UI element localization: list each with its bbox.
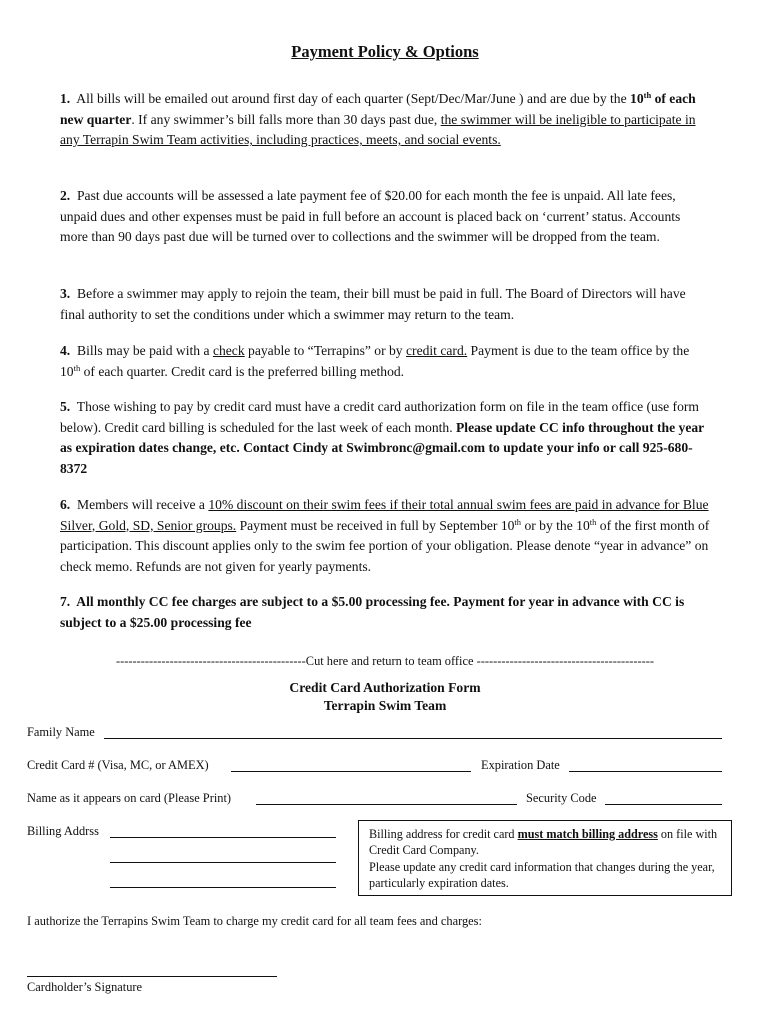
superscript: th [643, 90, 652, 100]
item-text: Past due accounts will be assessed a late payment fee of $20.00 for each month the fee is unpaid. All late fees, unpaid dues and other expenses must be paid in full before an account is placed back on ‘current’ status. Accounts more than 90 days past due will be turned over to collections and the swimmer will be dropped from the team. [60, 188, 681, 245]
form-title: Credit Card Authorization Form [289, 680, 481, 695]
item-number: 1. [60, 91, 71, 106]
policy-item-5 [60, 397, 710, 479]
policy-item-4 [60, 341, 710, 382]
item-text-underlined: check [212, 343, 245, 358]
note-text: on file with Credit Card Company. [369, 827, 718, 858]
item-text: 10 [630, 91, 644, 106]
security-code-label: Security Code [526, 791, 597, 805]
billing-address-line-1[interactable] [110, 837, 336, 838]
item-text: Payment must be received in full by September 10 [236, 517, 515, 533]
item-text-underlined: the swimmer will be ineligible to participate in any Terrapin Swim Team activities, including practices, meets, and social events. [60, 111, 696, 148]
form-subtitle: Terrapin Swim Team [323, 698, 447, 713]
superscript: th [589, 516, 597, 527]
note-text: Billing address for credit card [369, 827, 515, 841]
cut-line: ----------------------------------------------Cut here and return to team office ------------------------------------------- [116, 654, 654, 668]
item-text: of each new quarter [60, 91, 696, 127]
signature-label: Cardholder’s Signature [27, 980, 143, 994]
item-text: . If any swimmer’s bill falls more than 30 days past due, [131, 111, 438, 127]
policy-item-6 [60, 495, 710, 577]
signature-field[interactable] [27, 976, 277, 977]
policy-item-7 [60, 592, 710, 633]
superscript: th [73, 362, 81, 373]
item-number: 2. [60, 188, 71, 203]
billing-note-box [358, 820, 732, 896]
card-number-field[interactable] [231, 771, 471, 772]
authorization-statement: I authorize the Terrapins Swim Team to charge my credit card for all team fees and charges: [27, 914, 482, 928]
policy-item-3 [60, 284, 710, 325]
note-text-emphasis: must match billing address [517, 827, 658, 841]
item-text: or by the 10 [521, 517, 590, 533]
superscript: th [514, 516, 522, 527]
item-text: All bills will be emailed out around first day of each quarter (Sept/Dec/Mar/June ) and are due by the [76, 91, 627, 106]
item-text: of the first month of participation. This discount applies only to the swim fee portion of your obligation. Please denote “year in advance” on check memo. Refunds are not given for yearly payments. [60, 517, 710, 574]
item-text-bold: Please update CC info throughout the year as expiration dates change, etc. Contact Cindy at Swimbronc@gmail.com to update your info or call 925-680-8372 [60, 419, 704, 476]
page-title: Payment Policy & Options [291, 42, 479, 61]
item-text: Bills may be paid with a [77, 343, 210, 358]
card-number-label: Credit Card # (Visa, MC, or AMEX) [27, 758, 209, 772]
billing-address-line-3[interactable] [110, 887, 336, 888]
item-number: 4. [60, 343, 71, 358]
item-text: of each quarter. Credit card is the preferred billing method. [80, 363, 405, 379]
name-on-card-label: Name as it appears on card (Please Print) [27, 791, 232, 805]
item-number: 3. [60, 286, 71, 301]
item-text: Those wishing to pay by credit card must have a credit card authorization form on file in the team office (use form below). Credit card billing is scheduled for the last week of each month. [60, 399, 699, 435]
billing-address-label: Billing Addrss [27, 824, 99, 838]
item-number: 7. [60, 594, 71, 609]
policy-item-1 [60, 89, 710, 151]
item-text: Before a swimmer may apply to rejoin the team, their bill must be paid in full. The Board of Directors will have final authority to set the conditions under which a swimmer may return to the team. [60, 286, 686, 322]
item-text-underlined: 10% discount on their swim fees if their total annual swim fees are paid in advance for Blue Silver, Gold, SD, Senior groups. [60, 497, 709, 533]
item-number: 6. [60, 497, 71, 512]
item-text-underlined: credit card. [406, 343, 468, 358]
item-text: Members will receive a [77, 497, 205, 512]
note-text: Please update any credit card information that changes during the year, particularly expiration dates. [369, 859, 715, 890]
family-name-label: Family Name [27, 725, 95, 739]
name-on-card-field[interactable] [256, 804, 517, 805]
family-name-field[interactable] [104, 738, 722, 739]
security-code-field[interactable] [605, 804, 722, 805]
expiration-field[interactable] [569, 771, 722, 772]
item-number: 5. [60, 399, 71, 414]
item-text: payable to “Terrapins” or by [248, 343, 403, 358]
policy-item-2 [60, 186, 710, 248]
billing-address-line-2[interactable] [110, 862, 336, 863]
item-text: All monthly CC fee charges are subject to a $5.00 processing fee. Payment for year in advance with CC is subject to a $25.00 processing fee [60, 594, 685, 630]
expiration-label: Expiration Date [481, 758, 560, 772]
item-text: Payment is due to the team office by the 10 [60, 343, 690, 379]
